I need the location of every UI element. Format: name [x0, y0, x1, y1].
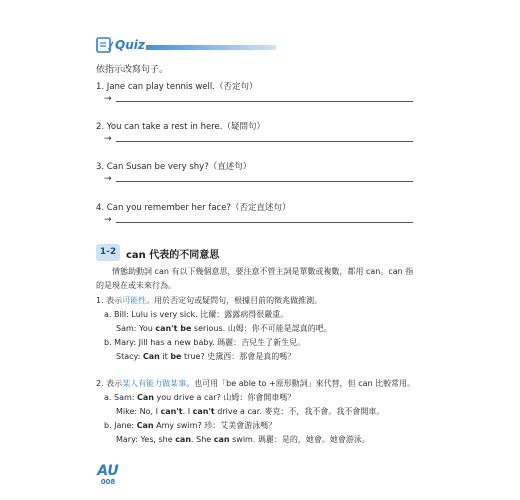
intro-line-1: 情態助動詞 can 有以下幾個意思，要注意不管主詞是單數或複數，都用 can。can 指 [112, 267, 414, 276]
quiz-instruction: 依指示改寫句子。 [96, 65, 169, 75]
example-text: Amy swim? 珍：艾美會游泳嗎？ [153, 421, 277, 430]
point-2 [96, 378, 415, 389]
example-text: a. Sam: [104, 393, 137, 402]
example-bold: can't [192, 407, 215, 416]
example-text: swim. 瑪麗：是的，她會。她會游泳。 [229, 435, 370, 444]
answer-arrow-icon: → [104, 94, 112, 104]
example-a1: a. Bill: Lulu is very sick. 比爾：露露病得很嚴重。 [104, 310, 289, 319]
example-bold: can't [160, 407, 183, 416]
answer-arrow-icon: → [104, 134, 112, 144]
example-d1 [104, 420, 276, 431]
point-1-highlight: 可能性 [122, 296, 147, 305]
answer-line-1[interactable] [116, 101, 413, 102]
example-b1: b. Mary: Jill has a new baby. 瑪麗：吉兒生了新生兒。 [104, 338, 306, 347]
example-a2 [116, 323, 332, 334]
quiz-question-2: 2. You can take a rest in here.（疑問句） [96, 122, 265, 132]
section-number: 1-2 [96, 244, 120, 261]
example-bold: can [175, 435, 192, 444]
quiz-question-4: 4. Can you remember her face?（否定直述句） [96, 203, 291, 213]
example-d2 [116, 434, 370, 445]
answer-arrow-icon: → [104, 174, 112, 184]
example-text: it [159, 352, 171, 361]
example-bold: Can [137, 393, 154, 402]
example-bold: can [213, 435, 230, 444]
example-text: Stacy: [116, 352, 143, 361]
intro-line-2: 的是現在或未來行為。 [96, 281, 176, 290]
point-2-prefix: 2. 表示 [96, 379, 123, 388]
point-2-suffix: 。也可用「be able to +原形動詞」來代替，但 can 比較常用。 [186, 379, 416, 388]
example-text: Mike: No, I [116, 407, 161, 416]
example-bold: Can [136, 421, 154, 430]
answer-line-2[interactable] [116, 141, 413, 142]
example-text: Mary: Yes, she [116, 435, 176, 444]
example-text: . She [191, 435, 214, 444]
example-bold: be [170, 352, 182, 361]
page-number: 008 [100, 478, 116, 486]
section-title: can 代表的不同意思 [126, 250, 220, 261]
answer-line-4[interactable] [116, 222, 413, 223]
point-2-highlight: 某人有能力做某事 [122, 379, 187, 388]
answer-line-3[interactable] [116, 181, 413, 182]
footer-logo: AU [97, 463, 119, 479]
example-text: drive a car. 麥克：不，我不會。我不會開車。 [214, 407, 385, 416]
example-bold: Can [142, 352, 160, 361]
quiz-title-bar [146, 45, 276, 50]
answer-arrow-icon: → [104, 215, 112, 225]
example-bold: can't be [155, 324, 192, 333]
example-text: serious. 山姆：你不可能是認真的吧。 [191, 324, 332, 333]
point-1-suffix: 。用於否定句或疑問句，根據目前的徵兆做推測。 [146, 296, 323, 305]
quiz-question-3: 3. Can Susan be very shy?（直述句） [96, 162, 252, 172]
example-b2 [116, 351, 295, 362]
example-text: true? 史黛西：那會是真的嗎？ [181, 352, 296, 361]
quiz-notepad-icon [96, 36, 114, 54]
quiz-header [96, 36, 246, 56]
example-c2 [116, 406, 384, 417]
quiz-title: Quiz [115, 38, 145, 52]
point-1-prefix: 1. 表示 [96, 296, 123, 305]
example-text: you drive a car? 山姆：你會開車嗎？ [153, 393, 296, 402]
point-1 [96, 295, 322, 306]
example-c1 [104, 392, 295, 403]
example-text: . I [182, 407, 193, 416]
page-footer [96, 464, 120, 486]
example-text: Sam: You [116, 324, 156, 333]
example-text: b. Jane: [104, 421, 137, 430]
quiz-question-1: 1. Jane can play tennis well.（否定句） [96, 82, 258, 92]
